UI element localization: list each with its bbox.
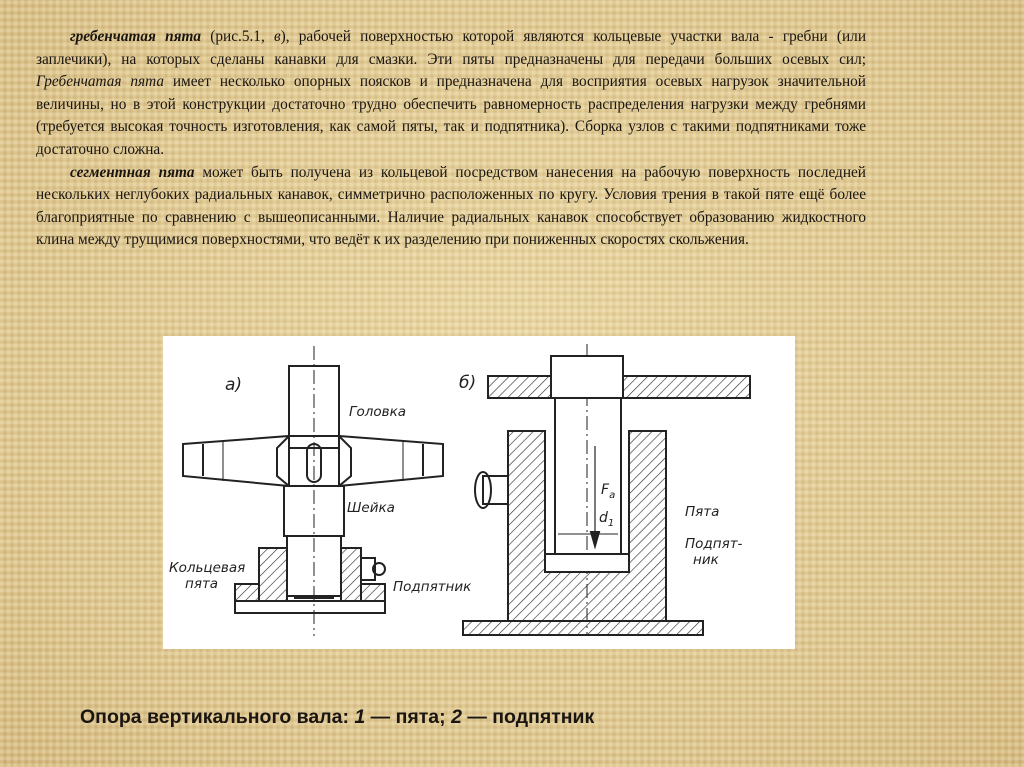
paragraph-text: ), рабочей поверхностью которой являются кольцевые участки вала - гребни (или заплечики), на которых сделаны канавки для смазки. Эти пяты предназначены для передачи больших осевых сил; bbox=[36, 28, 867, 68]
caption-number-1: 1 bbox=[354, 706, 366, 728]
term-comb-heel: гребенчатая пята bbox=[70, 28, 202, 45]
label-ring-heel-2: пята bbox=[185, 576, 219, 592]
caption-part-2: — подпятник bbox=[461, 706, 595, 728]
label-b: б) bbox=[459, 373, 477, 393]
label-force bbox=[601, 482, 615, 501]
paragraph-text: может быть получена из кольцевой посредством нанесения на рабочую поверхность последней нескольких неглубоких радиальных канавок, симметрично расположенных по кругу. Условия трения в такой пяте ещё более благоприятные по сравнению с вышеописанными. Наличие радиальных канавок способствует образованию жидкостного клина между трущимися поверхностями, что ведёт к их разделению при пониженных скоростях скольжения. bbox=[36, 163, 866, 249]
label-force-letter: F bbox=[601, 482, 610, 498]
label-heel-b: Пята bbox=[685, 504, 720, 520]
paragraph-segment-heel bbox=[36, 162, 866, 252]
label-head: Головка bbox=[349, 404, 407, 420]
shaft-support-figure bbox=[163, 336, 795, 649]
paragraph-comb-heel bbox=[36, 26, 866, 162]
label-diameter-sub: 1 bbox=[607, 518, 615, 529]
caption-part-1: — пята; bbox=[365, 706, 452, 728]
label-diameter-letter: d bbox=[599, 510, 608, 526]
figure-reference: (рис.5.1, bbox=[210, 28, 274, 45]
figure-caption bbox=[80, 706, 594, 729]
figure-drawing bbox=[163, 336, 795, 649]
label-force-sub: a bbox=[609, 490, 616, 501]
figure-reference-letter: в bbox=[274, 28, 281, 45]
label-neck: Шейка bbox=[347, 500, 395, 516]
label-thrust-bearing-a: Подпятник bbox=[393, 579, 472, 595]
text-block bbox=[36, 26, 866, 252]
label-diameter bbox=[599, 510, 614, 529]
caption-number-2: 2 bbox=[451, 706, 462, 728]
paragraph-text: имеет несколько опорных поясков и предназначена для восприятия осевых нагрузок значительной величины, но в этой конструкции достаточно трудно обеспечить равномерность распределения нагрузки между гребнями (требуется высокая точность изготовления, как самой пяты, так и подпятника). Сборка узлов с такими подпятниками тоже достаточно сложна. bbox=[36, 73, 866, 158]
term-comb-heel-2: Гребенчатая пята bbox=[36, 73, 165, 91]
label-ring-heel-1: Кольцевая bbox=[169, 560, 246, 576]
term-segment-heel: сегментная пята bbox=[70, 163, 195, 181]
caption-prefix: Опора вертикального вала: bbox=[80, 706, 355, 728]
label-thrust-b-1: Подпят- bbox=[685, 536, 743, 552]
label-a: а) bbox=[225, 375, 243, 395]
label-thrust-b-2: ник bbox=[693, 552, 719, 568]
